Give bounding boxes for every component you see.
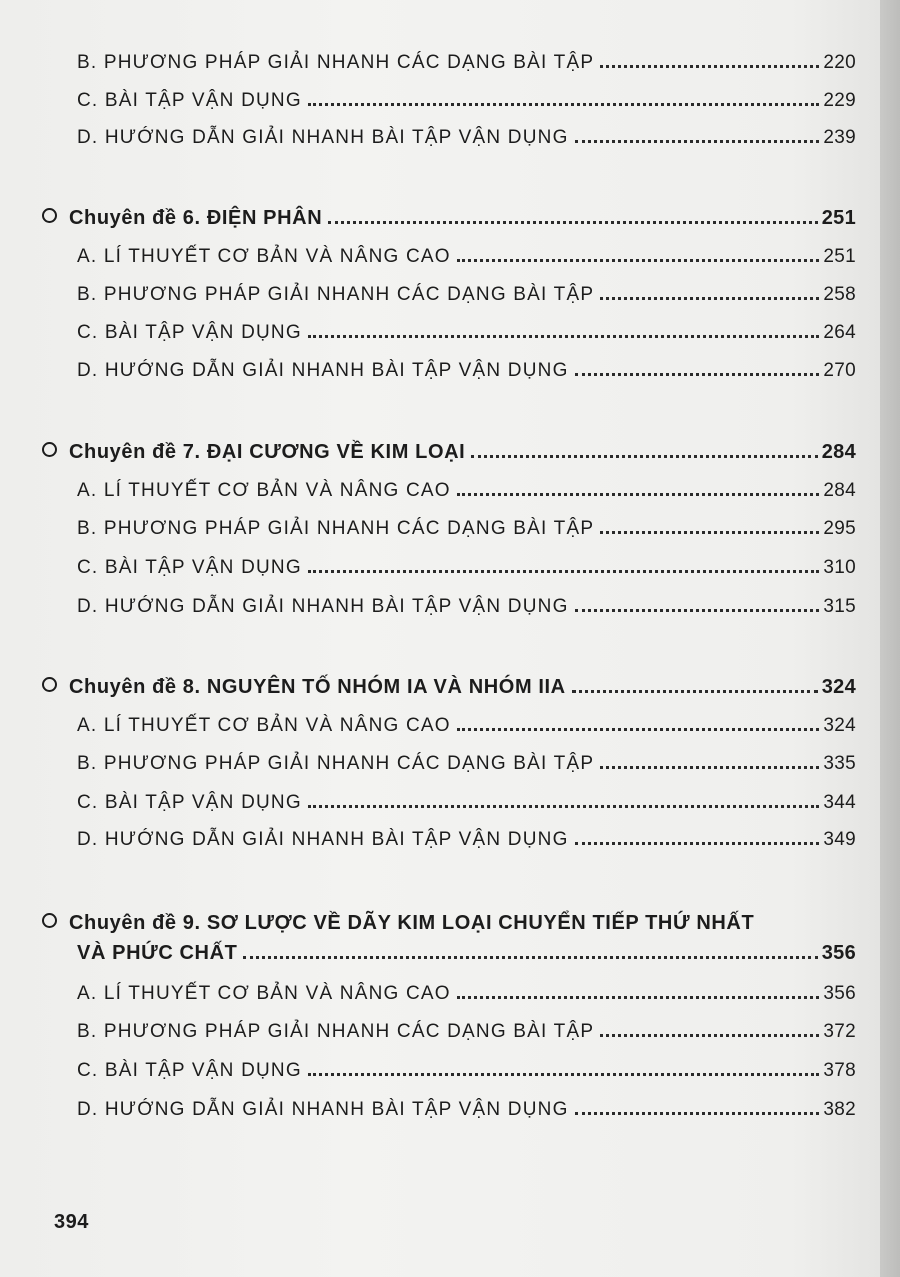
page-ref: 229 [823, 90, 856, 111]
toc-section-entry[interactable] [77, 276, 856, 306]
toc-section-entry[interactable] [77, 119, 856, 149]
section-label: C. BÀI TẬP VẬN DỤNG [77, 90, 302, 111]
page-ref: 264 [823, 322, 856, 343]
toc-chapter-9-title[interactable] [42, 905, 754, 935]
toc-section-entry[interactable] [77, 975, 856, 1005]
toc-section-entry[interactable] [77, 707, 856, 737]
page-ref: 315 [823, 596, 856, 617]
dot-leader [457, 259, 820, 262]
dot-leader [572, 690, 818, 693]
section-label: B. PHƯƠNG PHÁP GIẢI NHANH CÁC DẠNG BÀI TẬP [77, 753, 595, 774]
chapter-title: Chuyên đề 6. ĐIỆN PHÂN [69, 207, 323, 229]
toc-section-entry[interactable] [77, 238, 856, 268]
section-label: D. HƯỚNG DẪN GIẢI NHANH BÀI TẬP VẬN DỤNG [77, 1099, 569, 1120]
page-ref: 372 [823, 1021, 856, 1042]
section-label: C. BÀI TẬP VẬN DỤNG [77, 1060, 302, 1081]
toc-section-entry[interactable] [77, 1013, 856, 1043]
dot-leader [575, 609, 820, 612]
page-ref: 258 [823, 284, 856, 305]
page-ref: 378 [823, 1060, 856, 1081]
dot-leader [457, 493, 820, 496]
dot-leader [575, 1112, 820, 1115]
chapter-title: Chuyên đề 7. ĐẠI CƯƠNG VỀ KIM LOẠI [69, 441, 466, 463]
dot-leader [600, 531, 819, 534]
toc-section-entry[interactable] [77, 82, 856, 112]
page-number: 394 [54, 1211, 89, 1233]
dot-leader [308, 335, 820, 338]
toc-section-entry[interactable] [77, 549, 856, 579]
toc-chapter-8[interactable] [42, 669, 856, 699]
page-ref: 270 [823, 360, 856, 381]
dot-leader [575, 842, 820, 845]
dot-leader [328, 221, 817, 224]
circle-bullet-icon [42, 442, 57, 457]
toc-section-entry[interactable] [77, 44, 856, 74]
section-label: D. HƯỚNG DẪN GIẢI NHANH BÀI TẬP VẬN DỤNG [77, 829, 569, 850]
dot-leader [600, 65, 819, 68]
section-label: B. PHƯƠNG PHÁP GIẢI NHANH CÁC DẠNG BÀI TẬP [77, 52, 595, 73]
dot-leader [600, 766, 819, 769]
section-label: B. PHƯƠNG PHÁP GIẢI NHANH CÁC DẠNG BÀI TẬP [77, 284, 595, 305]
dot-leader [308, 570, 820, 573]
page-ref: 335 [823, 753, 856, 774]
toc-section-entry[interactable] [77, 352, 856, 382]
page-ref: 284 [821, 441, 856, 463]
section-label: C. BÀI TẬP VẬN DỤNG [77, 792, 302, 813]
page-ref: 382 [823, 1099, 856, 1120]
toc-section-entry[interactable] [77, 784, 856, 814]
dot-leader [308, 805, 820, 808]
page-ref: 251 [821, 207, 856, 229]
section-label: A. LÍ THUYẾT CƠ BẢN VÀ NÂNG CAO [77, 480, 451, 501]
dot-leader [308, 1073, 820, 1076]
dot-leader [243, 956, 817, 959]
section-label: A. LÍ THUYẾT CƠ BẢN VÀ NÂNG CAO [77, 715, 451, 736]
page-ref: 324 [823, 715, 856, 736]
chapter-title-continued: VÀ PHỨC CHẤT [77, 942, 238, 964]
page-ref: 295 [823, 518, 856, 539]
dot-leader [575, 140, 820, 143]
section-label: C. BÀI TẬP VẬN DỤNG [77, 322, 302, 343]
toc-section-entry[interactable] [77, 1052, 856, 1082]
toc-chapter-9[interactable] [77, 935, 856, 965]
page-ref: 220 [823, 52, 856, 73]
toc-section-entry[interactable] [77, 472, 856, 502]
section-label: D. HƯỚNG DẪN GIẢI NHANH BÀI TẬP VẬN DỤNG [77, 360, 569, 381]
page-ref: 284 [823, 480, 856, 501]
dot-leader [600, 1034, 819, 1037]
section-label: B. PHƯƠNG PHÁP GIẢI NHANH CÁC DẠNG BÀI TẬP [77, 1021, 595, 1042]
section-label: A. LÍ THUYẾT CƠ BẢN VÀ NÂNG CAO [77, 983, 451, 1004]
section-label: A. LÍ THUYẾT CƠ BẢN VÀ NÂNG CAO [77, 246, 451, 267]
circle-bullet-icon [42, 208, 57, 223]
dot-leader [575, 373, 820, 376]
page-ref: 356 [821, 942, 856, 964]
toc-section-entry[interactable] [77, 745, 856, 775]
circle-bullet-icon [42, 677, 57, 692]
dot-leader [457, 728, 820, 731]
toc-section-entry[interactable] [77, 314, 856, 344]
toc-chapter-6[interactable] [42, 200, 856, 230]
page-ref: 251 [823, 246, 856, 267]
toc-section-entry[interactable] [77, 821, 856, 851]
toc-section-entry[interactable] [77, 510, 856, 540]
dot-leader [308, 103, 820, 106]
page-ref: 310 [823, 557, 856, 578]
section-label: C. BÀI TẬP VẬN DỤNG [77, 557, 302, 578]
page-ref: 239 [823, 127, 856, 148]
section-label: B. PHƯƠNG PHÁP GIẢI NHANH CÁC DẠNG BÀI TẬP [77, 518, 595, 539]
page-ref: 356 [823, 983, 856, 1004]
page-ref: 344 [823, 792, 856, 813]
page-ref: 324 [821, 676, 856, 698]
dot-leader [457, 996, 820, 999]
toc-section-entry[interactable] [77, 1091, 856, 1121]
chapter-title: Chuyên đề 8. NGUYÊN TỐ NHÓM IA VÀ NHÓM IIA [69, 676, 566, 698]
toc-chapter-7[interactable] [42, 434, 856, 464]
chapter-title: Chuyên đề 9. SƠ LƯỢC VỀ DÃY KIM LOẠI CHUYỂN TIẾP THỨ NHẤT [69, 912, 755, 934]
page-ref: 349 [823, 829, 856, 850]
toc-section-entry[interactable] [77, 588, 856, 618]
page-edge [880, 0, 900, 1277]
circle-bullet-icon [42, 913, 57, 928]
dot-leader [471, 455, 817, 458]
section-label: D. HƯỚNG DẪN GIẢI NHANH BÀI TẬP VẬN DỤNG [77, 596, 569, 617]
dot-leader [600, 297, 819, 300]
section-label: D. HƯỚNG DẪN GIẢI NHANH BÀI TẬP VẬN DỤNG [77, 127, 569, 148]
